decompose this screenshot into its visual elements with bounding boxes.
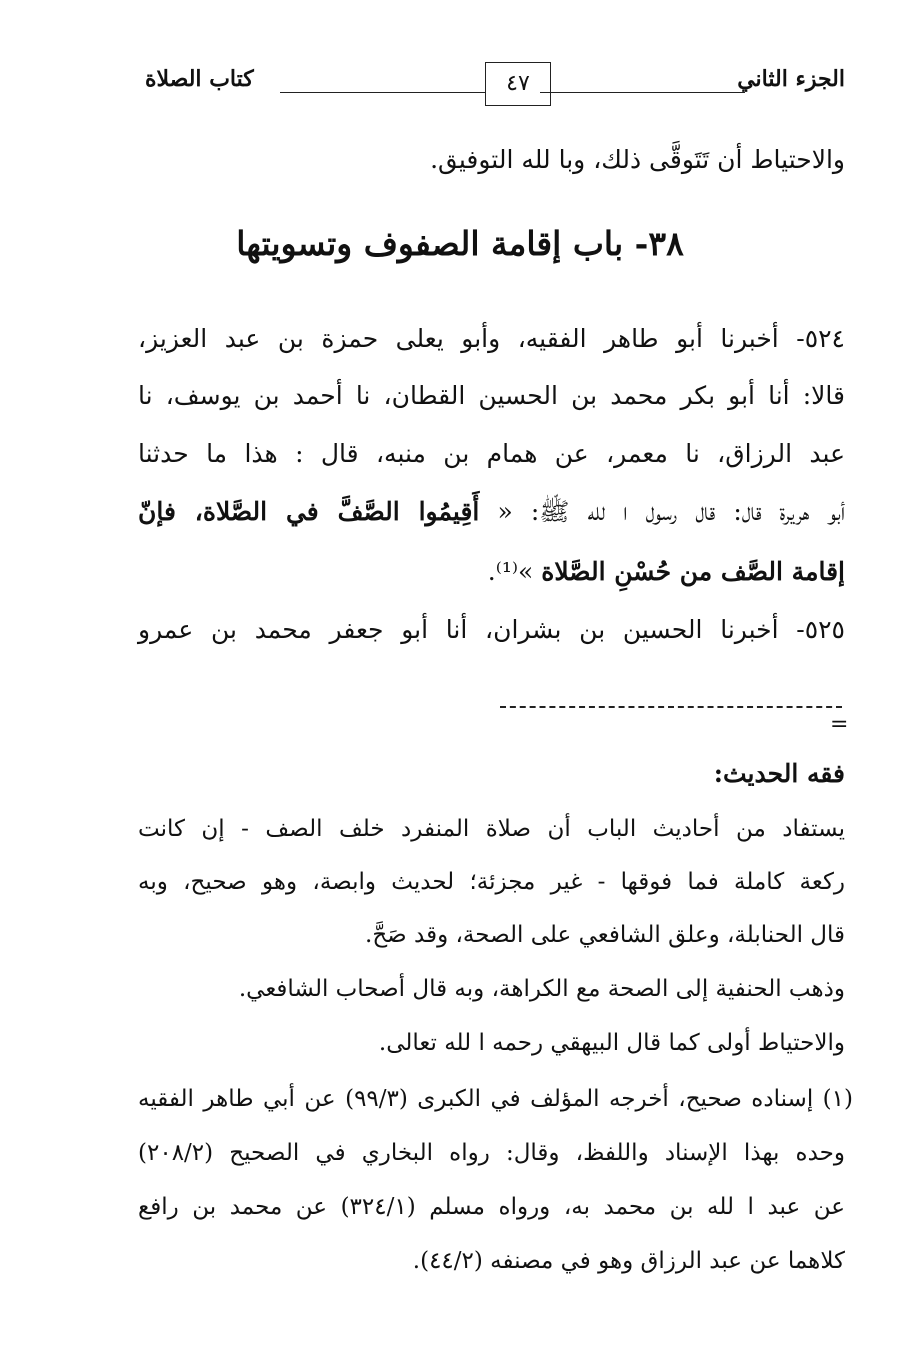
notes-para-1-line-3: قال الحنابلة، وعلق الشافعي على الصحة، وقد صَحَّ. xyxy=(365,922,845,948)
notes-para-1-line-1: يستفاد من أحاديث الباب أن صلاة المنفرد خلف الصف - إن كانت xyxy=(138,816,845,842)
header-rule-left xyxy=(280,92,485,93)
notes-separator xyxy=(500,706,842,708)
page-header xyxy=(145,62,845,108)
hadith-525-line-1: ٥٢٥- أخبرنا الحسين بن بشران، أنا أبو جعفر محمد بن عمرو xyxy=(138,615,845,644)
intro-line: والاحتياط أن تَتَوقَّى ذلك، وبا لله التوفيق. xyxy=(430,145,845,174)
volume-label: الجزء الثاني xyxy=(737,66,845,92)
footnote-1-line-2: وحده بهذا الإسناد واللفظ، وقال: رواه البخاري في الصحيح (٢٠٨/٢) xyxy=(138,1140,845,1166)
chapter-title: ٣٨- باب إقامة الصفوف وتسويتها xyxy=(236,224,684,263)
hadith-quote-part-2: إقامة الصَّف من حُسْنِ الصَّلاة xyxy=(541,557,845,586)
notes-para-1-line-2: ركعة كاملة فما فوقها - غير مجزئة؛ لحديث وابصة، وهو صحيح، وبه xyxy=(138,869,845,895)
hadith-524-line-2: قالا: أنا أبو بكر محمد بن الحسين القطان، نا أحمد بن يوسف، نا xyxy=(138,381,845,410)
page-number: ٤٧ xyxy=(485,62,551,106)
hadith-524-line-5 xyxy=(487,555,845,589)
header-rule-right xyxy=(540,92,745,93)
notes-para-2: وذهب الحنفية إلى الصحة مع الكراهة، وبه قال أصحاب الشافعي. xyxy=(238,976,845,1002)
footnote-ref: »⁽¹⁾. xyxy=(487,557,542,586)
notes-heading: فقه الحديث: xyxy=(713,759,845,788)
notes-para-3: والاحتياط أولى كما قال البيهقي رحمه ا لله تعالى. xyxy=(378,1030,845,1056)
hadith-524-line-1: ٥٢٤- أخبرنا أبو طاهر الفقيه، وأبو يعلى حمزة بن عبد العزيز، xyxy=(138,324,845,353)
footnote-1-line-1: (١) إسناده صحيح، أخرجه المؤلف في الكبرى (٩٩/٣) عن أبي طاهر الفقيه xyxy=(138,1086,853,1112)
book-label: كتاب الصلاة xyxy=(145,66,254,92)
hadith-quote-part-1: أَقِيمُوا الصَّفَّ في الصَّلاة، فإنّ xyxy=(138,497,480,526)
hadith-524-line-4 xyxy=(138,495,845,529)
hadith-524-line-3: عبد الرزاق، نا معمر، عن همام بن منبه، قال : هذا ما حدثنا xyxy=(138,439,845,468)
footnote-1-line-4: كلاهما عن عبد الرزاق وهو في مصنفه (٤٤/٢). xyxy=(412,1248,845,1274)
footnote-1-line-3: عن عبد ا لله بن محمد به، ورواه مسلم (٣٢٤/١) عن محمد بن رافع xyxy=(138,1194,845,1220)
hadith-524-line-4-text: أبو هريرة قال: قال رسول ا لله ﷺ: « xyxy=(479,497,845,526)
continuation-mark: = xyxy=(830,712,849,737)
